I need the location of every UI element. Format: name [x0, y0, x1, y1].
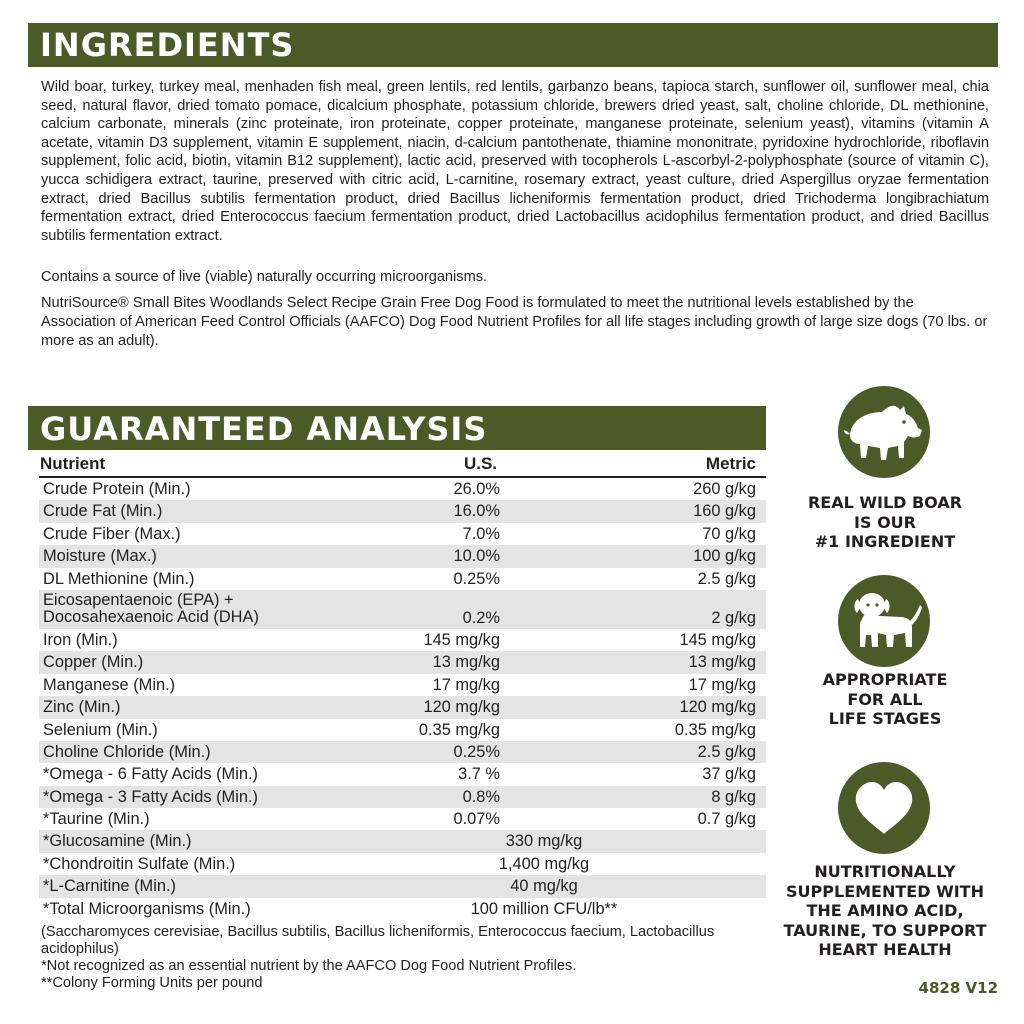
puppy-caption: APPROPRIATE FOR ALL LIFE STAGES	[822, 670, 948, 728]
combined-value: 330 mg/kg	[505, 832, 583, 851]
guaranteed-analysis-table	[39, 452, 766, 920]
table-row	[39, 898, 766, 920]
analysis-header	[28, 406, 766, 450]
nutrient-name: Crude Protein (Min.)	[43, 480, 191, 498]
nutrient-name: Choline Chloride (Min.)	[43, 742, 211, 761]
nutrient-name: *L-Carnitine (Min.)	[43, 877, 176, 896]
us-value: 0.25%	[453, 742, 500, 761]
table-row	[39, 545, 766, 567]
us-value: 17 mg/kg	[432, 675, 500, 694]
nutrient-name: Crude Fat (Min.)	[43, 502, 163, 521]
metric-value: 100 g/kg	[693, 547, 756, 566]
product-code: 4828 V12	[918, 979, 998, 997]
us-value: 10.0%	[453, 547, 500, 566]
boar-icon	[838, 386, 930, 478]
nutrient-name: DL Methionine (Min.)	[43, 569, 195, 588]
us-value: 3.7 %	[458, 765, 500, 784]
combined-value: 40 mg/kg	[510, 877, 578, 896]
metric-value: 2.5 g/kg	[697, 742, 756, 761]
table-row	[39, 786, 766, 808]
metric-value: 13 mg/kg	[688, 653, 756, 672]
heart-caption: NUTRITIONALLY SUPPLEMENTED WITH THE AMINO ACID, TAURINE, TO SUPPORT HEART HEALTH	[783, 862, 987, 959]
ingredients-list: Wild boar, turkey, turkey meal, menhaden fish meal, green lentils, red lentils, garbanzo beans, tapioca starch, sunflower oil, sunflower meal, chia seed, natural flavor, dried tomato pomace, dicalcium phosphate, potassium chloride, brewers dried yeast, salt, choline chloride, DL methionine, calcium carbonate, minerals (zinc proteinate, iron proteinate, copper proteinate, manganese proteinate, selenium yeast), vitamins (vitamin A acetate, vitamin D3 supplement, vitamin E supplement, niacin, d-calcium pantothenate, thiamine mononitrate, pyridoxine hydrochloride, riboflavin supplement, folic acid, biotin, vitamin B12 supplement), lactic acid, preserved with tocopherols L-ascorbyl-2-polyphosphate (source of vitamin C), yucca schidigera extract, taurine, preserved with citric acid, L-carnitine, rosemary extract, yeast culture, dried Aspergillus oryzae fermentation extract, dried Bacillus subtilis fermentation product, dried Bacillus licheniformis fermentation product, dried Trichoderma longibrachiatum fermentation extract, dried Enterococcus faecium fermentation product, dried Lactobacillus acidophilus fermentation product, and dried Bacillus subtilis fermentation extract.	[41, 79, 989, 244]
table-row	[39, 674, 766, 696]
metric-value: 145 mg/kg	[679, 630, 756, 649]
nutrient-name: *Omega - 6 Fatty Acids (Min.)	[43, 765, 258, 784]
metric-value: 2.5 g/kg	[697, 569, 756, 588]
aafco-footnote: *Not recognized as an essential nutrient by the AAFCO Dog Food Nutrient Profiles.	[41, 958, 577, 974]
analysis-title: GUARANTEED ANALYSIS	[40, 410, 488, 448]
nutrient-name: Iron (Min.)	[43, 630, 118, 649]
table-row	[39, 651, 766, 673]
us-value: 26.0%	[453, 480, 500, 498]
microorganisms-statement: Contains a source of live (viable) naturally occurring microorganisms.	[41, 269, 488, 285]
us-value: 145 mg/kg	[423, 630, 500, 649]
puppy-icon	[838, 575, 930, 667]
table-row	[39, 590, 766, 629]
nutrient-name: Manganese (Min.)	[43, 675, 176, 694]
nutrient-name-line1: Eicosapentaenoic (EPA) +	[43, 590, 234, 609]
metric-value: 37 g/kg	[702, 765, 756, 784]
us-value: 7.0%	[462, 524, 500, 543]
metric-value: 0.35 mg/kg	[674, 720, 756, 739]
table-row	[39, 853, 766, 875]
table-row	[39, 830, 766, 852]
puppy-badge	[838, 575, 930, 667]
metric-value: 17 mg/kg	[688, 675, 756, 694]
combined-value: 100 million CFU/lb**	[470, 899, 618, 918]
nutrient-name: Crude Fiber (Max.)	[43, 524, 181, 543]
nutrient-name: *Total Microorganisms (Min.)	[43, 899, 251, 918]
metric-value: 70 g/kg	[702, 524, 756, 543]
nutrient-name: *Glucosamine (Min.)	[43, 832, 192, 851]
nutrient-name	[43, 592, 259, 626]
table-row	[39, 808, 766, 830]
table-row	[39, 741, 766, 763]
nutrient-name: Moisture (Max.)	[43, 547, 157, 566]
microorganism-species-note: (Saccharomyces cerevisiae, Bacillus subtilis, Bacillus licheniformis, Enterococcus faecium, Lactobacillus acidophilus)	[41, 924, 715, 957]
us-value: 0.07%	[453, 810, 500, 829]
header-us: U.S.	[463, 454, 497, 473]
table-row	[39, 629, 766, 651]
nutrient-name: *Chondroitin Sulfate (Min.)	[43, 854, 236, 873]
table-row	[39, 875, 766, 897]
table-row	[39, 719, 766, 741]
metric-value: 260 g/kg	[693, 480, 756, 498]
header-metric: Metric	[705, 454, 756, 473]
metric-value: 8 g/kg	[711, 787, 756, 806]
table-row	[39, 763, 766, 785]
nutrient-name: Zinc (Min.)	[43, 698, 121, 717]
ingredients-title: INGREDIENTS	[40, 26, 295, 64]
boar-badge	[838, 386, 930, 478]
nutrient-name: Copper (Min.)	[43, 653, 144, 672]
nutrient-name-line2: Docosahexaenoic Acid (DHA)	[43, 607, 259, 626]
table-row	[39, 500, 766, 522]
metric-value: 2 g/kg	[711, 608, 756, 627]
metric-value: 160 g/kg	[693, 502, 756, 521]
table-row	[39, 478, 766, 500]
heart-icon	[838, 762, 930, 854]
us-value: 0.8%	[462, 787, 500, 806]
aafco-statement: NutriSource® Small Bites Woodlands Select Recipe Grain Free Dog Food is formulated to meet the nutritional levels established by the Association of American Feed Control Officials (AAFCO) Dog Food Nutrient Profiles for all life stages including growth of large size dogs (70 lbs. or more as an adult).	[41, 295, 988, 349]
cfu-footnote: **Colony Forming Units per pound	[41, 975, 263, 991]
table-header	[39, 452, 766, 478]
heart-badge	[838, 762, 930, 854]
header-nutrient: Nutrient	[40, 454, 106, 473]
analysis-footnotes	[41, 924, 761, 992]
metric-value: 0.7 g/kg	[697, 810, 756, 829]
ingredients-header	[28, 23, 998, 67]
us-value: 13 mg/kg	[432, 653, 500, 672]
boar-caption: REAL WILD BOAR IS OUR #1 INGREDIENT	[807, 493, 963, 551]
table-row	[39, 696, 766, 718]
us-value: 120 mg/kg	[423, 698, 500, 717]
us-value: 16.0%	[453, 502, 500, 521]
us-value: 0.35 mg/kg	[418, 720, 500, 739]
us-value: 0.2%	[462, 608, 500, 627]
nutrient-name: *Omega - 3 Fatty Acids (Min.)	[43, 787, 258, 806]
table-row	[39, 523, 766, 545]
nutrient-name: Selenium (Min.)	[43, 720, 158, 739]
metric-value: 120 mg/kg	[679, 698, 756, 717]
table-row	[39, 568, 766, 590]
us-value: 0.25%	[453, 569, 500, 588]
nutrient-name: *Taurine (Min.)	[43, 810, 150, 829]
combined-value: 1,400 mg/kg	[498, 854, 590, 873]
